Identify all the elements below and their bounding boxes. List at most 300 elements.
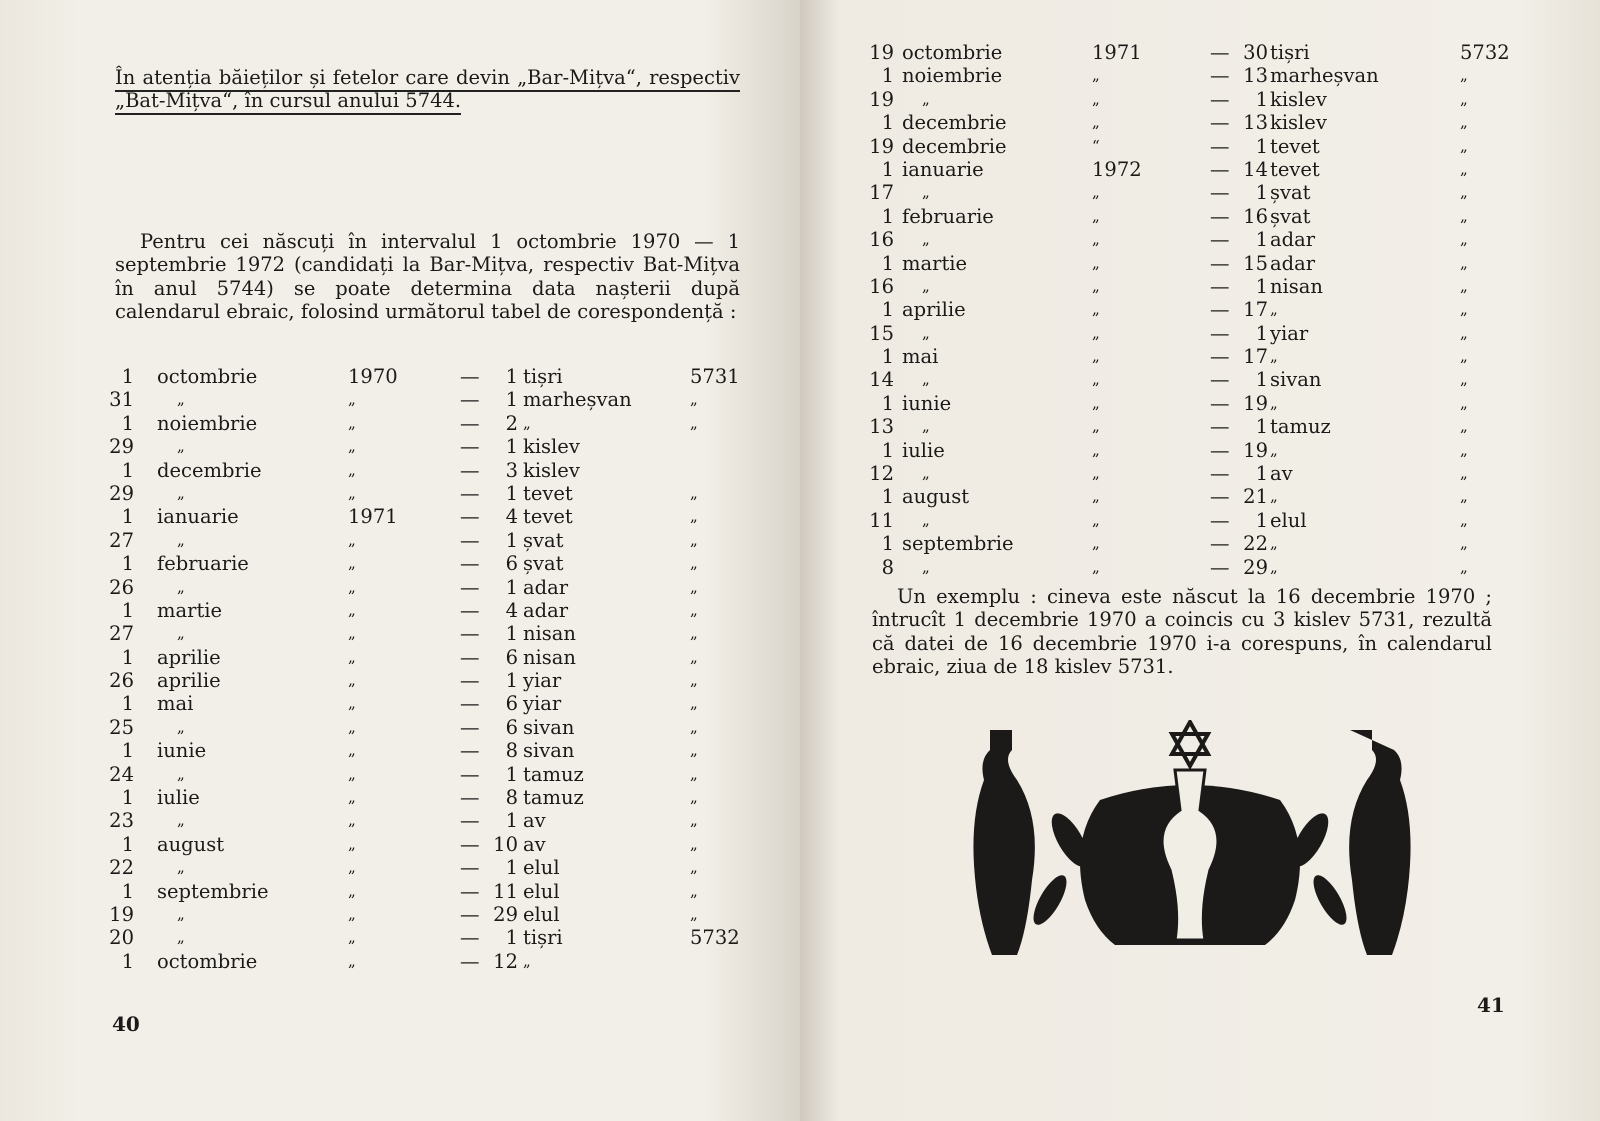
- hebrew-year: „: [1460, 440, 1468, 459]
- hebrew-year: „: [1460, 159, 1468, 178]
- year: “: [1092, 136, 1100, 155]
- hebrew-month: nisan: [523, 622, 576, 646]
- table-row: [100, 529, 740, 552]
- hebrew-year: „: [690, 717, 698, 736]
- hebrew-year: „: [690, 507, 698, 526]
- month: iulie: [902, 438, 945, 462]
- hebrew-day: 8: [505, 786, 518, 810]
- month: decembrie: [902, 111, 1007, 135]
- hebrew-month: sivan: [1270, 368, 1322, 392]
- table-row: [100, 716, 740, 739]
- day: 1: [121, 505, 134, 529]
- hebrew-day: 1: [505, 856, 518, 880]
- hebrew-year: „: [690, 600, 698, 619]
- dash: —: [1210, 298, 1230, 322]
- hebrew-month: „: [1270, 487, 1278, 506]
- month: septembrie: [902, 532, 1014, 556]
- month: „: [922, 510, 930, 529]
- year: „: [348, 788, 356, 807]
- day: 1: [121, 879, 134, 903]
- hebrew-year: 5732: [690, 926, 740, 950]
- correspondence-table-left: [100, 365, 740, 973]
- year: „: [348, 530, 356, 549]
- day: 1: [881, 111, 894, 135]
- day: 27: [109, 528, 134, 552]
- hebrew-day: 1: [1255, 134, 1268, 158]
- hebrew-year: „: [1460, 113, 1468, 132]
- dash: —: [1210, 87, 1230, 111]
- month: „: [177, 624, 185, 643]
- day: 19: [869, 87, 894, 111]
- month: „: [922, 183, 930, 202]
- day: 16: [869, 274, 894, 298]
- month: aprilie: [157, 645, 221, 669]
- month: „: [922, 464, 930, 483]
- hebrew-month: adar: [523, 575, 569, 599]
- hebrew-day: 29: [1243, 555, 1268, 579]
- hebrew-year: „: [1460, 89, 1468, 108]
- month: „: [922, 370, 930, 389]
- hebrew-day: 1: [505, 809, 518, 833]
- day: 1: [881, 64, 894, 88]
- dash: —: [460, 832, 480, 856]
- year: „: [1092, 89, 1100, 108]
- dash: —: [1210, 532, 1230, 556]
- dash: —: [1210, 462, 1230, 486]
- day: 1: [881, 251, 894, 275]
- hebrew-year: „: [690, 671, 698, 690]
- hebrew-year: „: [1460, 557, 1468, 576]
- year: „: [1092, 253, 1100, 272]
- day: 1: [121, 832, 134, 856]
- hebrew-year: „: [1460, 323, 1468, 342]
- year: 1971: [1092, 41, 1142, 64]
- hebrew-month: „: [1270, 393, 1278, 412]
- hebrew-month: kislev: [523, 435, 580, 459]
- dash: —: [460, 739, 480, 763]
- dash: —: [1210, 181, 1230, 205]
- dash: —: [1210, 64, 1230, 88]
- hebrew-day: 22: [1243, 532, 1268, 556]
- table-row: [100, 880, 740, 903]
- dash: —: [460, 926, 480, 950]
- hebrew-year: „: [1460, 393, 1468, 412]
- dash: —: [460, 715, 480, 739]
- month: „: [922, 417, 930, 436]
- table-row: [860, 392, 1490, 415]
- year: „: [348, 717, 356, 736]
- hebrew-month: yiar: [1270, 321, 1309, 345]
- day: 8: [881, 555, 894, 579]
- hebrew-year: „: [1460, 230, 1468, 249]
- hebrew-month: tișri: [523, 926, 563, 950]
- year: „: [348, 928, 356, 947]
- year: „: [348, 624, 356, 643]
- year: „: [1092, 66, 1100, 85]
- hebrew-year: „: [690, 390, 698, 409]
- hebrew-year: „: [1460, 464, 1468, 483]
- year: „: [1092, 183, 1100, 202]
- day: 27: [109, 622, 134, 646]
- dash: —: [1210, 508, 1230, 532]
- year: „: [348, 437, 356, 456]
- day: 12: [869, 462, 894, 486]
- day: 1: [121, 739, 134, 763]
- left-bottle: [973, 730, 1034, 955]
- hebrew-year: „: [1460, 183, 1468, 202]
- hebrew-month: tevet: [523, 481, 573, 505]
- hebrew-year: „: [690, 530, 698, 549]
- year: „: [1092, 113, 1100, 132]
- day: 29: [109, 481, 134, 505]
- hebrew-year: „: [690, 764, 698, 783]
- intro-paragraph: Pentru cei născuți în intervalul 1 octombrie 1970 — 1 septembrie 1972 (candidați la Bar-Mițva, respectiv Bat-Mițva în anul 5744) se poate determina data nașterii după calendarul ebraic, folosind următorul tabel de corespondență :: [115, 230, 740, 324]
- year: „: [348, 951, 356, 970]
- month: noiembrie: [157, 411, 258, 435]
- month: aprilie: [902, 298, 966, 322]
- year: „: [1092, 487, 1100, 506]
- month: septembrie: [157, 879, 269, 903]
- day: 24: [109, 762, 134, 786]
- dash: —: [460, 879, 480, 903]
- hebrew-day: 1: [1255, 274, 1268, 298]
- month: noiembrie: [902, 64, 1003, 88]
- year: „: [1092, 440, 1100, 459]
- hebrew-day: 30: [1243, 41, 1268, 64]
- year: „: [348, 764, 356, 783]
- hebrew-year: „: [1460, 136, 1468, 155]
- hebrew-month: adar: [523, 598, 569, 622]
- year: 1972: [1092, 157, 1142, 181]
- day: 26: [109, 669, 134, 693]
- hebrew-day: 4: [505, 505, 518, 529]
- table-row: [860, 439, 1490, 462]
- table-row: [100, 669, 740, 692]
- year: „: [1092, 347, 1100, 366]
- year: „: [348, 858, 356, 877]
- hebrew-month: kislev: [1270, 87, 1327, 111]
- table-row: [100, 646, 740, 669]
- month: martie: [902, 251, 968, 275]
- heading: În atenția băieților și fetelor care devin „Bar-Mițva“, respectiv „Bat-Mițva“, în cursul anului 5744.: [115, 66, 740, 113]
- dash: —: [460, 435, 480, 459]
- hebrew-year: „: [690, 694, 698, 713]
- hebrew-month: tișri: [523, 365, 563, 388]
- table-row: [100, 365, 740, 388]
- day: 1: [881, 438, 894, 462]
- month: februarie: [902, 204, 994, 228]
- hebrew-day: 1: [505, 481, 518, 505]
- hebrew-month: kislev: [523, 458, 580, 482]
- hebrew-year: „: [690, 647, 698, 666]
- hebrew-day: 1: [1255, 462, 1268, 486]
- dash: —: [460, 645, 480, 669]
- month: martie: [157, 598, 223, 622]
- table-row: [860, 368, 1490, 391]
- hebrew-day: 1: [1255, 228, 1268, 252]
- hebrew-year: „: [1460, 300, 1468, 319]
- hebrew-year: „: [690, 834, 698, 853]
- year: „: [1092, 323, 1100, 342]
- hebrew-day: 11: [493, 879, 518, 903]
- hebrew-day: 15: [1243, 251, 1268, 275]
- month: mai: [902, 345, 939, 369]
- hebrew-month: „: [523, 951, 531, 970]
- hebrew-day: 1: [505, 528, 518, 552]
- table-row: [100, 903, 740, 926]
- hebrew-month: tevet: [523, 505, 573, 529]
- dash: —: [1210, 274, 1230, 298]
- dash: —: [460, 949, 480, 973]
- hebrew-year: „: [1460, 347, 1468, 366]
- table-row: [100, 412, 740, 435]
- hebrew-year: „: [690, 858, 698, 877]
- month: aprilie: [157, 669, 221, 693]
- month: „: [177, 530, 185, 549]
- table-row: [860, 462, 1490, 485]
- month: „: [177, 577, 185, 596]
- year: „: [348, 554, 356, 573]
- day: 1: [881, 532, 894, 556]
- month: decembrie: [902, 134, 1007, 158]
- hebrew-month: yiar: [523, 669, 562, 693]
- hebrew-month: marheșvan: [1270, 64, 1379, 88]
- table-row: [860, 41, 1510, 64]
- month: august: [157, 832, 225, 856]
- hebrew-year: „: [1460, 276, 1468, 295]
- table-row: [860, 135, 1490, 158]
- right-bottle: [1349, 730, 1410, 955]
- hebrew-day: 8: [505, 739, 518, 763]
- month: octombrie: [157, 365, 258, 388]
- month: ianuarie: [902, 157, 984, 181]
- hebrew-day: 13: [1243, 111, 1268, 135]
- day: 13: [869, 415, 894, 439]
- table-row: [100, 459, 740, 482]
- month: iunie: [157, 739, 207, 763]
- hebrew-day: 1: [505, 669, 518, 693]
- day: 29: [109, 435, 134, 459]
- hebrew-day: 17: [1243, 345, 1268, 369]
- hebrew-day: 1: [505, 926, 518, 950]
- hebrew-year: „: [690, 881, 698, 900]
- year: „: [1092, 534, 1100, 553]
- hebrew-year: „: [690, 741, 698, 760]
- dash: —: [1210, 345, 1230, 369]
- hebrew-month: marheșvan: [523, 388, 632, 412]
- year: „: [1092, 417, 1100, 436]
- month: iunie: [902, 391, 952, 415]
- vases-illustration: [950, 720, 1430, 960]
- year: „: [348, 694, 356, 713]
- day: 31: [109, 388, 134, 412]
- day: 17: [869, 181, 894, 205]
- year: „: [1092, 464, 1100, 483]
- dash: —: [460, 365, 480, 388]
- table-row: [100, 576, 740, 599]
- table-row: [860, 228, 1490, 251]
- day: 20: [109, 926, 134, 950]
- day: 1: [121, 411, 134, 435]
- hebrew-day: 17: [1243, 298, 1268, 322]
- year: „: [348, 390, 356, 409]
- hebrew-month: tamuz: [1270, 415, 1331, 439]
- hebrew-day: 6: [505, 645, 518, 669]
- month: „: [177, 717, 185, 736]
- year: „: [1092, 510, 1100, 529]
- hebrew-day: 1: [505, 575, 518, 599]
- table-row: [100, 388, 740, 411]
- table-row: [100, 763, 740, 786]
- day: 14: [869, 368, 894, 392]
- dash: —: [1210, 438, 1230, 462]
- hebrew-month: „: [523, 413, 531, 432]
- day: 1: [121, 365, 134, 388]
- hebrew-month: „: [1270, 557, 1278, 576]
- month: octombrie: [902, 41, 1003, 64]
- dash: —: [460, 692, 480, 716]
- day: 1: [881, 391, 894, 415]
- hebrew-day: 1: [1255, 87, 1268, 111]
- dash: —: [1210, 391, 1230, 415]
- year: „: [1092, 206, 1100, 225]
- page-number: 40: [112, 1012, 140, 1036]
- table-row: [100, 435, 740, 458]
- year: 1971: [348, 505, 398, 529]
- month: decembrie: [157, 458, 262, 482]
- hebrew-day: 1: [1255, 415, 1268, 439]
- hebrew-month: șvat: [523, 552, 564, 576]
- year: „: [1092, 276, 1100, 295]
- hebrew-day: 3: [505, 458, 518, 482]
- hebrew-month: tamuz: [523, 762, 584, 786]
- day: 26: [109, 575, 134, 599]
- hebrew-year: „: [690, 413, 698, 432]
- day: 22: [109, 856, 134, 880]
- day: 19: [869, 134, 894, 158]
- table-row: [860, 298, 1490, 321]
- year: 1970: [348, 365, 398, 388]
- dash: —: [1210, 204, 1230, 228]
- year: „: [1092, 557, 1100, 576]
- year: „: [348, 647, 356, 666]
- dash: —: [460, 552, 480, 576]
- hebrew-day: 1: [505, 435, 518, 459]
- month: „: [177, 904, 185, 923]
- table-row: [860, 509, 1490, 532]
- month: iulie: [157, 786, 200, 810]
- table-row: [100, 622, 740, 645]
- day: 1: [881, 204, 894, 228]
- year: „: [348, 904, 356, 923]
- hebrew-month: „: [1270, 534, 1278, 553]
- year: „: [348, 600, 356, 619]
- correspondence-table-right: [860, 41, 1510, 579]
- hebrew-month: sivan: [523, 739, 575, 763]
- hebrew-month: elul: [523, 879, 560, 903]
- year: „: [348, 671, 356, 690]
- hebrew-year: „: [1460, 417, 1468, 436]
- hebrew-day: 6: [505, 692, 518, 716]
- month: „: [922, 323, 930, 342]
- day: 23: [109, 809, 134, 833]
- day: 1: [121, 786, 134, 810]
- dash: —: [460, 856, 480, 880]
- hebrew-year: „: [690, 811, 698, 830]
- dash: —: [1210, 157, 1230, 181]
- dash: —: [1210, 251, 1230, 275]
- month: „: [177, 928, 185, 947]
- hebrew-year: „: [690, 904, 698, 923]
- table-row: [100, 809, 740, 832]
- year: „: [348, 413, 356, 432]
- table-row: [860, 485, 1490, 508]
- table-row: [860, 158, 1490, 181]
- table-row: [100, 926, 740, 949]
- dash: —: [460, 388, 480, 412]
- dash: —: [460, 481, 480, 505]
- hebrew-day: 1: [1255, 508, 1268, 532]
- hebrew-month: „: [1270, 300, 1278, 319]
- month: ianuarie: [157, 505, 239, 529]
- hebrew-month: av: [1270, 462, 1293, 486]
- hebrew-year: „: [690, 577, 698, 596]
- month: „: [177, 437, 185, 456]
- table-row: [860, 88, 1490, 111]
- hebrew-month: av: [523, 809, 546, 833]
- dash: —: [460, 902, 480, 926]
- month: „: [177, 390, 185, 409]
- hebrew-day: 14: [1243, 157, 1268, 181]
- hebrew-year: „: [1460, 206, 1468, 225]
- table-row: [100, 856, 740, 879]
- dash: —: [1210, 368, 1230, 392]
- day: 1: [121, 598, 134, 622]
- hebrew-year: 5731: [690, 365, 740, 388]
- hebrew-month: tevet: [1270, 134, 1320, 158]
- day: 15: [869, 321, 894, 345]
- table-row: [860, 181, 1490, 204]
- hebrew-day: 16: [1243, 204, 1268, 228]
- day: 1: [121, 458, 134, 482]
- hebrew-day: 19: [1243, 438, 1268, 462]
- day: 1: [121, 949, 134, 973]
- month: „: [922, 276, 930, 295]
- hebrew-year: 5732: [1460, 41, 1510, 64]
- hebrew-month: „: [1270, 347, 1278, 366]
- year: „: [348, 483, 356, 502]
- month: octombrie: [157, 949, 258, 973]
- year: „: [1092, 393, 1100, 412]
- hebrew-month: tamuz: [523, 786, 584, 810]
- month: august: [902, 485, 970, 509]
- hebrew-year: „: [1460, 510, 1468, 529]
- day: 1: [121, 552, 134, 576]
- hebrew-day: 6: [505, 552, 518, 576]
- dash: —: [460, 622, 480, 646]
- hebrew-year: „: [690, 554, 698, 573]
- hebrew-day: 1: [1255, 368, 1268, 392]
- day: 1: [881, 485, 894, 509]
- hebrew-day: 10: [493, 832, 518, 856]
- table-row: [100, 552, 740, 575]
- hebrew-month: yiar: [523, 692, 562, 716]
- table-row: [100, 599, 740, 622]
- table-row: [860, 64, 1490, 87]
- hebrew-month: kislev: [1270, 111, 1327, 135]
- hebrew-month: tișri: [1270, 41, 1310, 64]
- hebrew-day: 6: [505, 715, 518, 739]
